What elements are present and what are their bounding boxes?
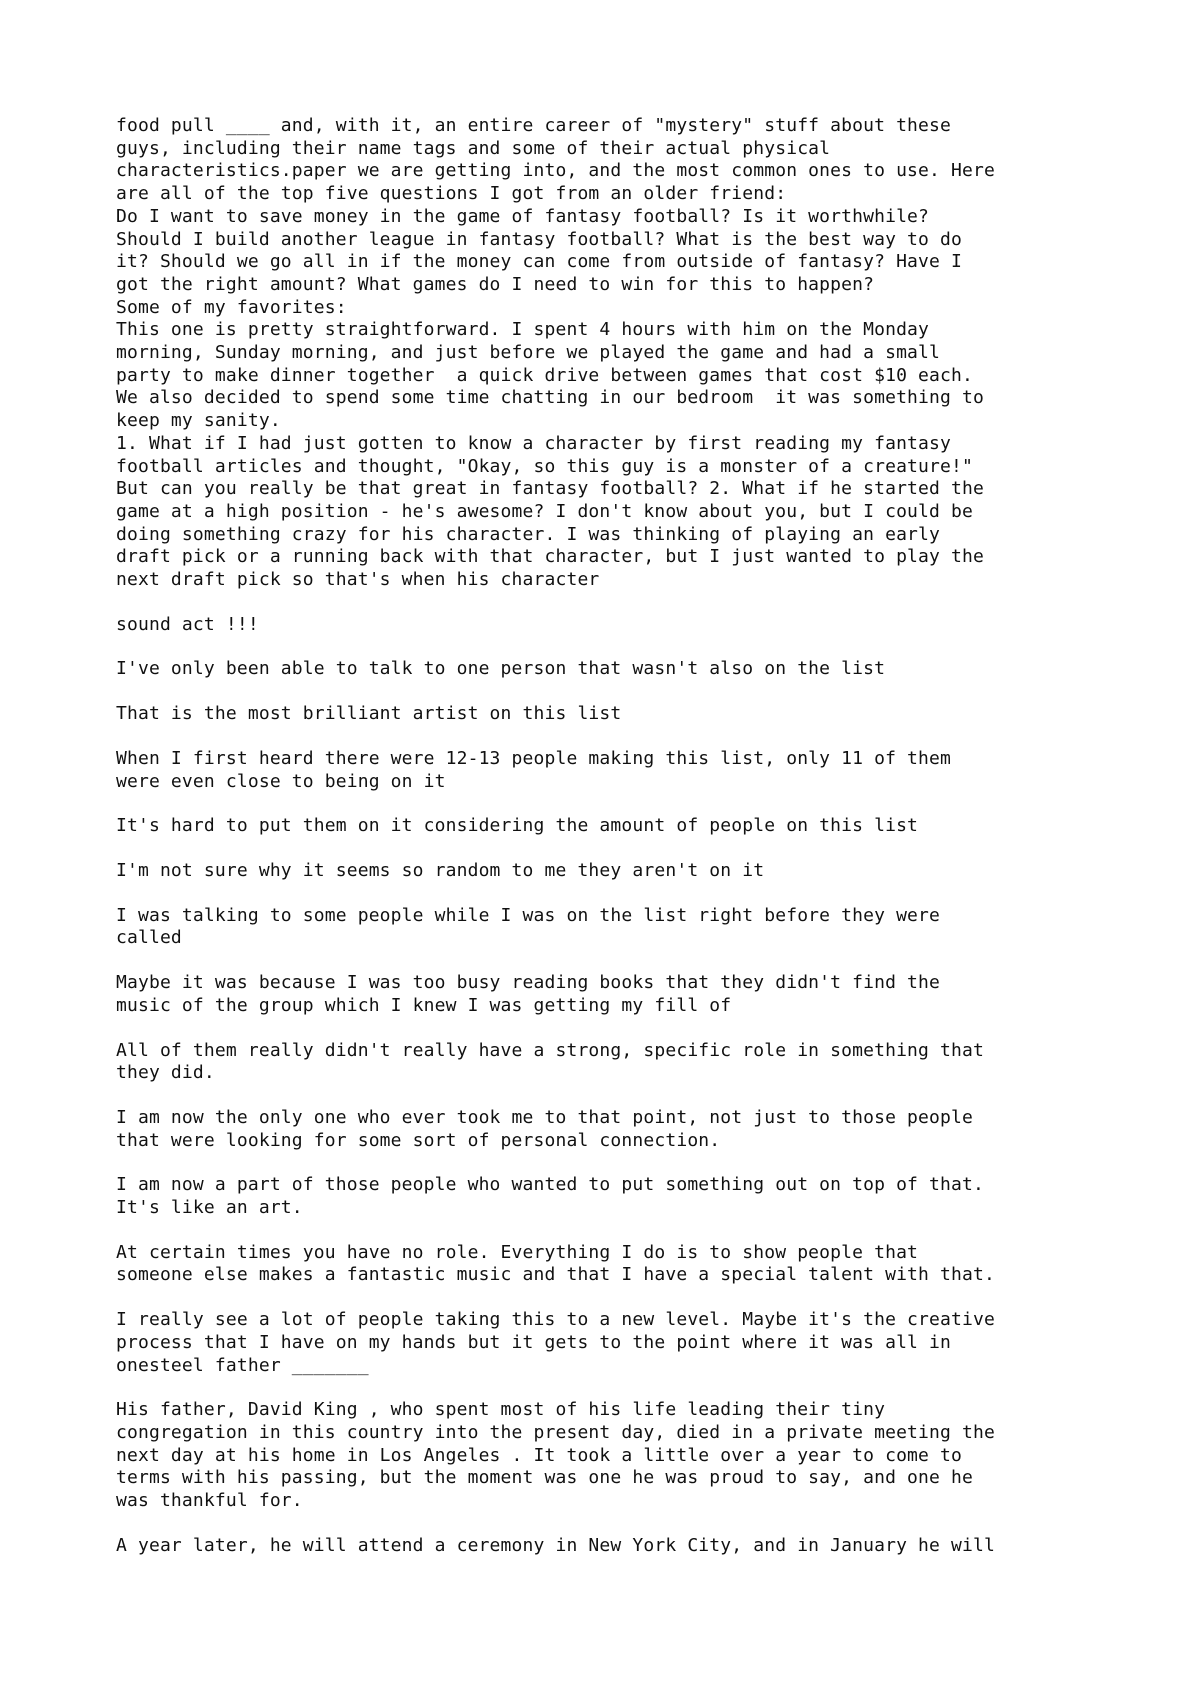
- text-line: football articles and thought, "Okay, so this guy is a monster of a creature!": [116, 455, 973, 477]
- document-paragraph: [116, 905, 1116, 950]
- text-line: music of the group which I knew I was getting my fill of: [116, 994, 732, 1016]
- text-line: Should I build another league in fantasy football? What is the best way to do: [116, 228, 962, 250]
- document-paragraph: [116, 1535, 1116, 1558]
- document-paragraph: [116, 703, 1116, 726]
- text-line: It's hard to put them on it considering the amount of people on this list: [116, 815, 919, 837]
- text-line: it? Should we go all in if the money can come from outside of fantasy? Have I: [116, 251, 962, 273]
- document-paragraph: [116, 1242, 1116, 1287]
- document-paragraph: [116, 658, 1116, 681]
- document-paragraph: [116, 1040, 1116, 1085]
- text-line: they did.: [116, 1062, 215, 1084]
- text-line: Do I want to save money in the game of fantasy football? Is it worthwhile?: [116, 205, 930, 227]
- text-line: was thankful for.: [116, 1490, 303, 1512]
- text-line: I was talking to some people while I was on the list right before they were: [116, 904, 941, 926]
- text-line: party to make dinner together a quick drive between games that cost $10 each.: [116, 364, 973, 386]
- text-line: I really see a lot of people taking this to a new level. Maybe it's the creative: [116, 1309, 995, 1331]
- text-line: His father, David King , who spent most of his life leading their tiny: [116, 1399, 886, 1421]
- document-paragraph: [116, 614, 1116, 637]
- text-line: But can you really be that great in fantasy football? 2. What if he started the: [116, 478, 984, 500]
- text-line: food pull ____ and, with it, an entire career of "mystery" stuff about these: [116, 115, 952, 136]
- text-line: All of them really didn't really have a strong, specific role in something that: [116, 1039, 984, 1061]
- text-line: onesteel father _______: [116, 1354, 369, 1376]
- text-line: that were looking for some sort of personal connection.: [116, 1129, 721, 1151]
- text-line: I'm not sure why it seems so random to me they aren't on it: [116, 859, 765, 881]
- text-line: guys, including their name tags and some of their actual physical: [116, 137, 831, 159]
- text-line: When I first heard there were 12-13 people making this list, only 11 of them: [116, 747, 952, 769]
- text-line: draft pick or a running back with that character, but I just wanted to play the: [116, 546, 984, 568]
- text-line: At certain times you have no role. Everything I do is to show people that: [116, 1241, 919, 1263]
- text-line: I am now a part of those people who wanted to put something out on top of that.: [116, 1174, 984, 1196]
- text-line: were even close to being on it: [116, 770, 446, 792]
- text-line: keep my sanity.: [116, 410, 281, 432]
- text-line: next draft pick so that's when his character: [116, 569, 600, 591]
- text-line: someone else makes a fantastic music and that I have a special talent with that.: [116, 1264, 995, 1286]
- document-paragraph: [116, 1309, 1116, 1377]
- document-paragraph: [116, 815, 1116, 838]
- document-body: [116, 115, 1116, 1557]
- text-line: called: [116, 927, 182, 949]
- text-line: sound act !!!: [116, 613, 259, 635]
- document-paragraph: [116, 860, 1116, 883]
- text-line: doing something crazy for his character. I was thinking of playing an early: [116, 523, 941, 545]
- text-line: 1. What if I had just gotten to know a character by first reading my fantasy: [116, 432, 952, 454]
- document-paragraph: [116, 115, 1116, 592]
- text-line: congregation in this country into the present day, died in a private meeting the: [116, 1421, 995, 1443]
- text-line: It's like an art.: [116, 1197, 303, 1219]
- text-line: got the right amount? What games do I need to win for this to happen?: [116, 273, 875, 295]
- text-line: next day at his home in Los Angeles . It took a little over a year to come to: [116, 1444, 962, 1466]
- text-line: game at a high position - he's awesome? I don't know about you, but I could be: [116, 500, 973, 522]
- text-line: I've only been able to talk to one person that wasn't also on the list: [116, 658, 886, 680]
- text-line: This one is pretty straightforward. I spent 4 hours with him on the Monday: [116, 319, 930, 341]
- document-paragraph: [116, 972, 1116, 1017]
- text-line: We also decided to spend some time chatting in our bedroom it was something to: [116, 387, 984, 409]
- text-line: are all of the top five questions I got from an older friend:: [116, 183, 787, 205]
- text-line: morning, Sunday morning, and just before we played the game and had a small: [116, 342, 941, 364]
- text-line: Some of my favorites:: [116, 296, 347, 318]
- text-line: Maybe it was because I was too busy reading books that they didn't find the: [116, 972, 941, 994]
- document-paragraph: [116, 1107, 1116, 1152]
- text-line: process that I have on my hands but it gets to the point where it was all in: [116, 1331, 952, 1353]
- document-paragraph: [116, 1399, 1116, 1513]
- text-line: That is the most brilliant artist on this list: [116, 703, 622, 725]
- text-line: terms with his passing, but the moment was one he was proud to say, and one he: [116, 1467, 973, 1489]
- text-line: I am now the only one who ever took me to that point, not just to those people: [116, 1106, 973, 1128]
- text-line: A year later, he will attend a ceremony in New York City, and in January he will: [116, 1534, 995, 1556]
- document-paragraph: [116, 1174, 1116, 1219]
- text-line: characteristics.paper we are getting into, and the most common ones to use. Here: [116, 160, 995, 182]
- document-paragraph: [116, 748, 1116, 793]
